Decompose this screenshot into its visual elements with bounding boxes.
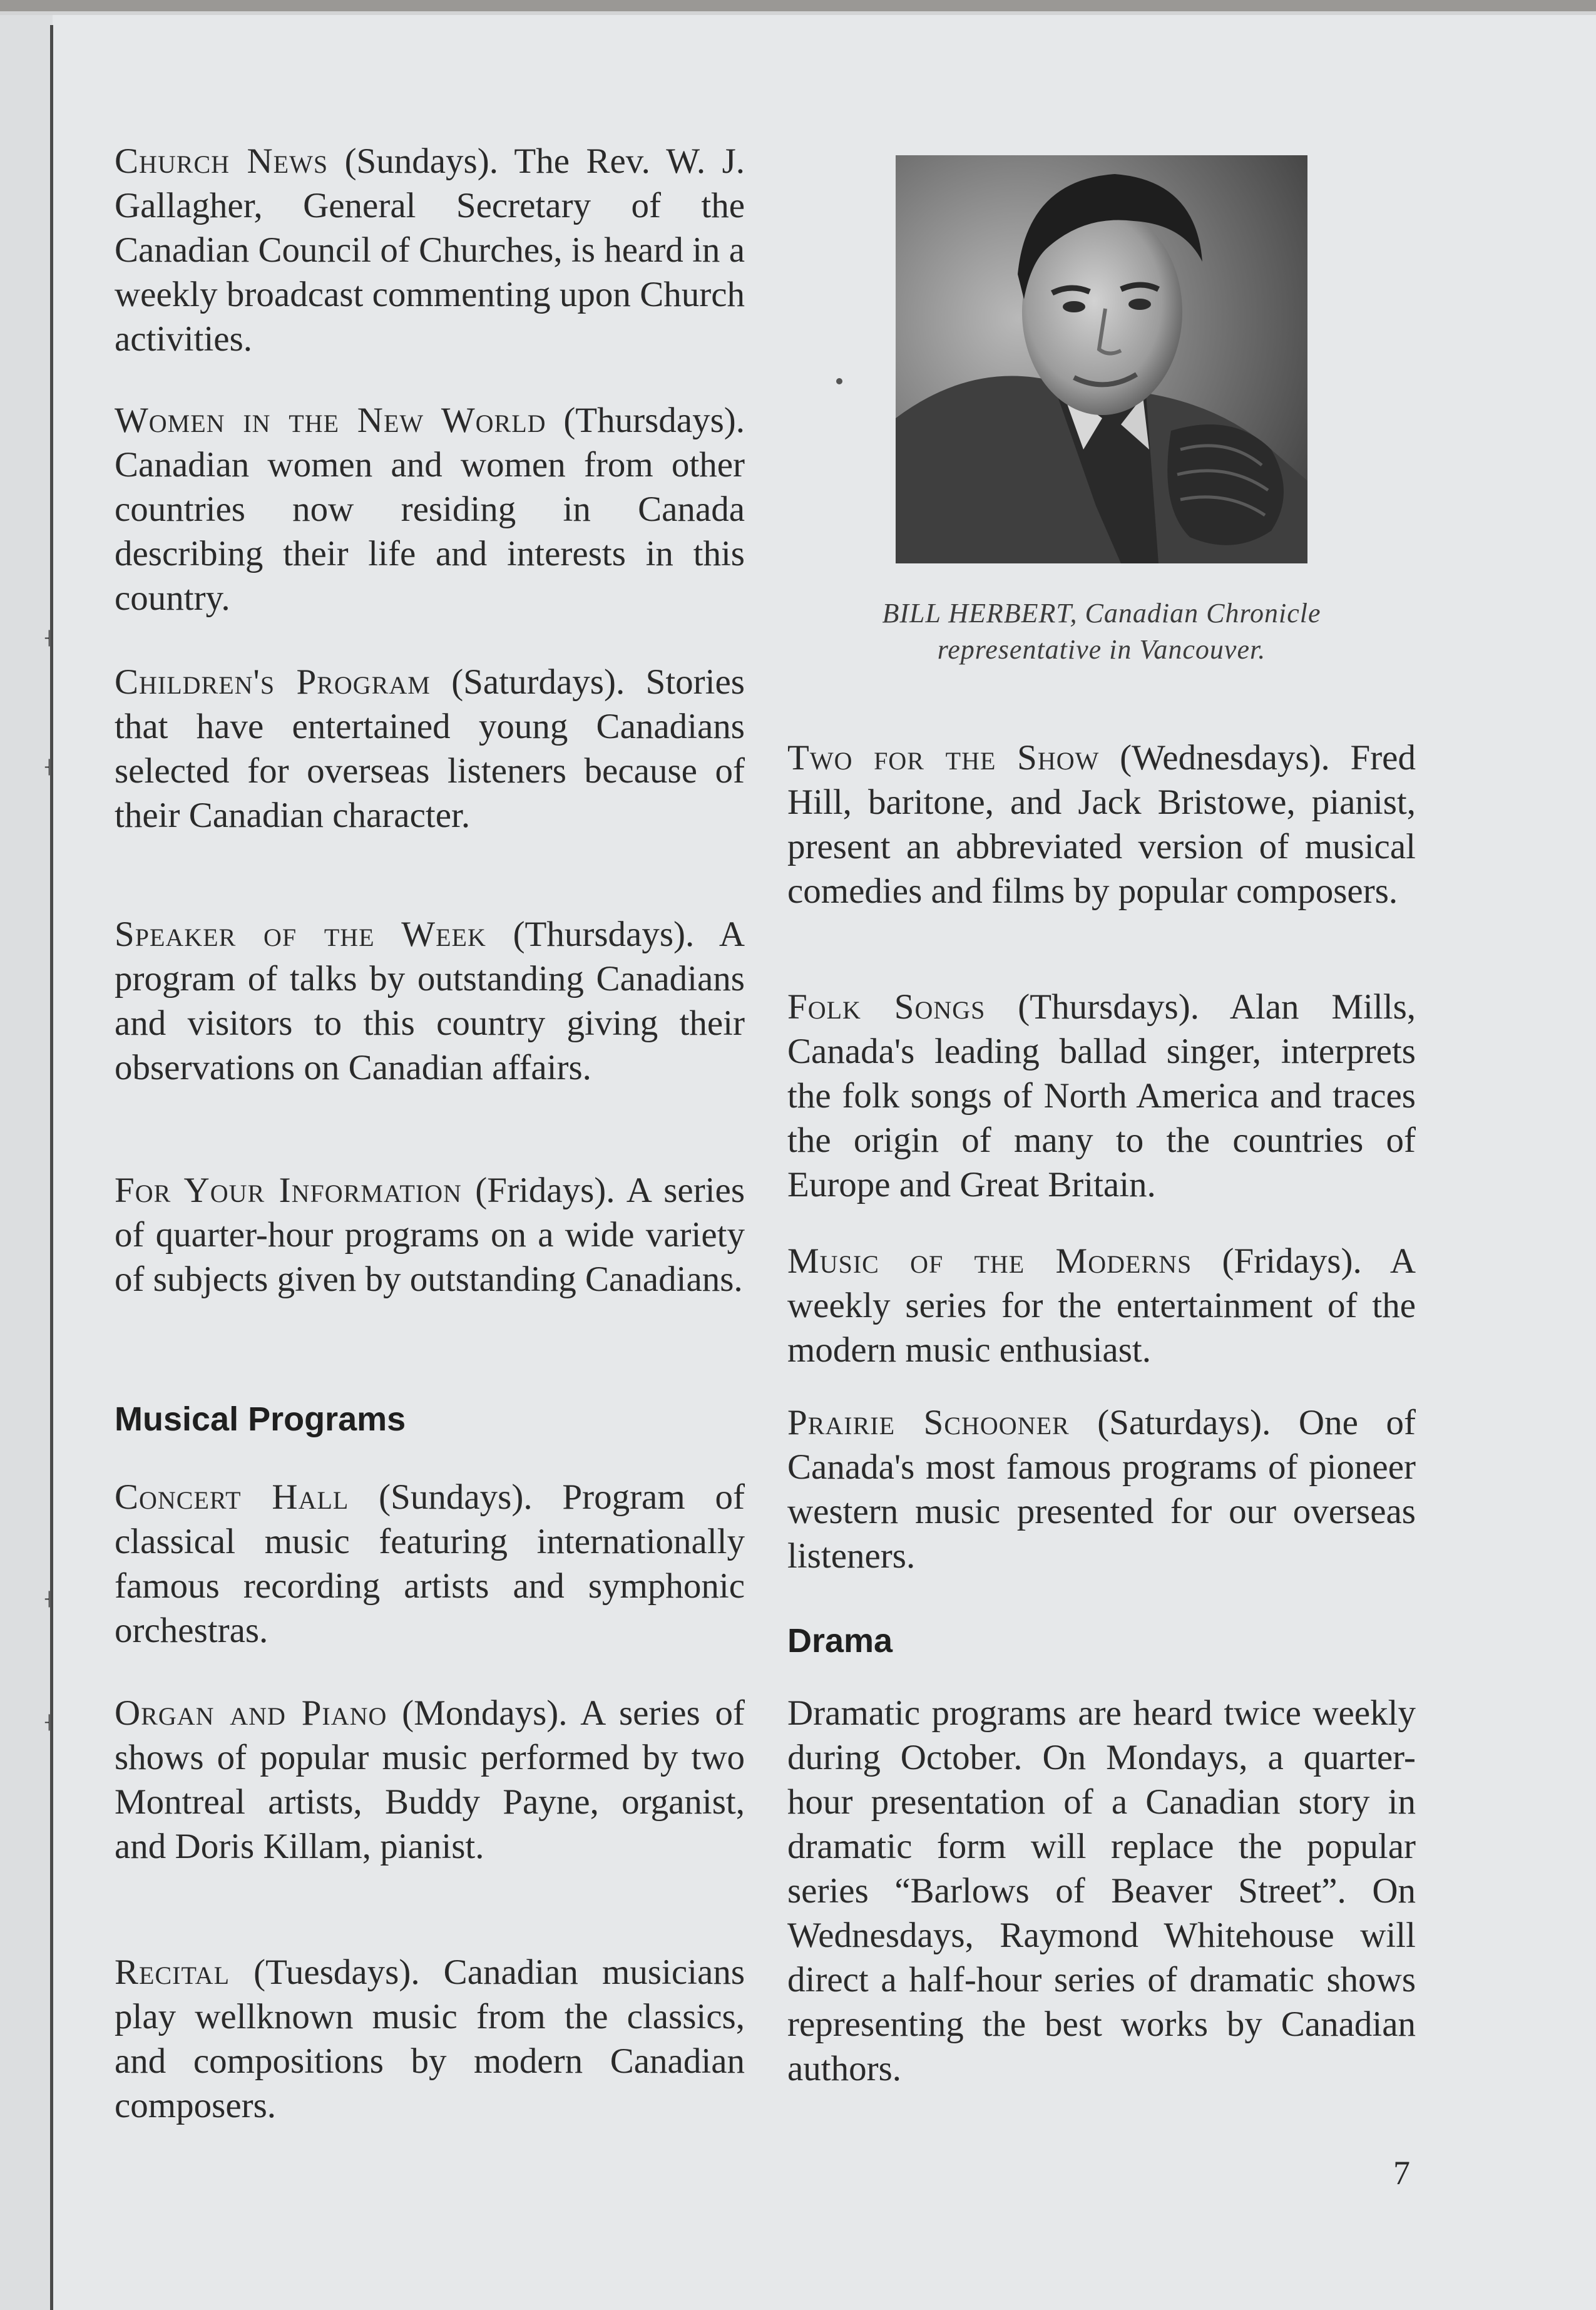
program-description: (Sundays). Program of classical music featuring internationally famous recording artists and symphonic orchestras. (115, 1477, 745, 1650)
program-name: Organ and Piano (115, 1693, 387, 1733)
program-description: (Fridays). A weekly series for the entertainment of the modern music enthusiast. (787, 1241, 1416, 1370)
program-description: (Fridays). A series of quarter-hour programs on a wide variety of subjects given by outstanding Canadians. (115, 1171, 745, 1299)
program-description: (Saturdays). One of Canada's most famous programs of pioneer western music presented for our overseas listeners. (787, 1403, 1416, 1576)
program-description: (Thursdays). Alan Mills, Canada's leading ballad singer, interprets the folk songs of North America and traces the origin of many to the countries of Europe and Great Britain. (787, 987, 1416, 1204)
program-description: (Tuesdays). Canadian musicians play wellknown music from the classics, and compositions by modern Canadian composers. (115, 1953, 745, 2125)
program-name: Church News (115, 141, 329, 181)
program-name: Women in the New World (115, 401, 546, 440)
caption-line-2: representative in Vancouver. (937, 634, 1266, 665)
section-heading-musical-programs: Musical Programs (115, 1400, 406, 1438)
stitch-mark: ┤ (45, 1592, 54, 1608)
program-entry-women-new-world (115, 398, 745, 620)
program-name: Two for the Show (787, 738, 1100, 778)
binding-gutter (0, 15, 53, 2310)
page-number: 7 (1393, 2154, 1410, 2192)
program-entry-two-for-the-show (787, 736, 1416, 913)
program-entry-prairie-schooner (787, 1400, 1416, 1578)
drama-paragraph: Dramatic programs are heard twice weekly during October. On Mondays, a quarter-hour presentation of a Canadian story in dramatic form will replace the popular series “Barlows of Beaver Street”. On Wednesdays, Raymond Whitehouse will direct a half-hour series of dramatic shows representing the best works by Canadian authors. (787, 1693, 1416, 2088)
program-name: Concert Hall (115, 1477, 349, 1517)
program-description: (Thursdays). A program of talks by outstanding Canadians and visitors to this country giving their observations on Canadian affairs. (115, 915, 745, 1087)
program-description: (Sundays). The Rev. W. J. Gallagher, General Secretary of the Canadian Council of Churches, is heard in a weekly broadcast commenting upon Church activities. (115, 141, 745, 359)
portrait-photo (896, 155, 1307, 563)
program-description: (Wednesdays). Fred Hill, baritone, and Jack Bristowe, pianist, present an abbreviated version of musical comedies and films by popular composers. (787, 738, 1416, 911)
stitch-mark: ┤ (45, 1715, 54, 1731)
page-top-shadow (0, 11, 1596, 15)
program-name: Recital (115, 1953, 230, 1992)
program-name: Speaker of the Week (115, 915, 486, 954)
program-entry-for-your-information (115, 1168, 745, 1301)
program-entry-church-news (115, 139, 745, 361)
portrait-illustration (896, 155, 1307, 563)
stitch-mark: ┤ (45, 631, 54, 647)
program-entry-recital (115, 1950, 745, 2128)
photo-caption (787, 595, 1416, 668)
page-top-edge (0, 0, 1596, 11)
program-entry-organ-and-piano (115, 1691, 745, 1869)
program-description: (Thursdays). Canadian women and women from other countries now residing in Canada describing their life and interests in this country. (115, 401, 745, 618)
program-entry-music-of-the-moderns (787, 1239, 1416, 1372)
program-entry-speaker-of-week (115, 912, 745, 1090)
program-name: For Your Information (115, 1171, 462, 1210)
program-name: Children's Program (115, 662, 431, 702)
program-entry-concert-hall (115, 1475, 745, 1653)
program-entry-childrens-program (115, 660, 745, 838)
program-entry-folk-songs (787, 985, 1416, 1207)
print-speck (836, 378, 842, 384)
program-description: (Mondays). A series of shows of popular music performed by two Montreal artists, Buddy Payne, organist, and Doris Killam, pianist. (115, 1693, 745, 1866)
stitch-mark: ┤ (45, 760, 54, 776)
program-name: Prairie Schooner (787, 1403, 1070, 1442)
section-heading-drama: Drama (787, 1622, 893, 1660)
program-name: Folk Songs (787, 987, 986, 1027)
caption-line-1: BILL HERBERT, Canadian Chronicle (882, 598, 1321, 629)
program-name: Music of the Moderns (787, 1241, 1192, 1281)
binding-line (50, 25, 53, 2310)
program-description: (Saturdays). Stories that have entertained young Canadians selected for overseas listeners because of their Canadian character. (115, 662, 745, 835)
